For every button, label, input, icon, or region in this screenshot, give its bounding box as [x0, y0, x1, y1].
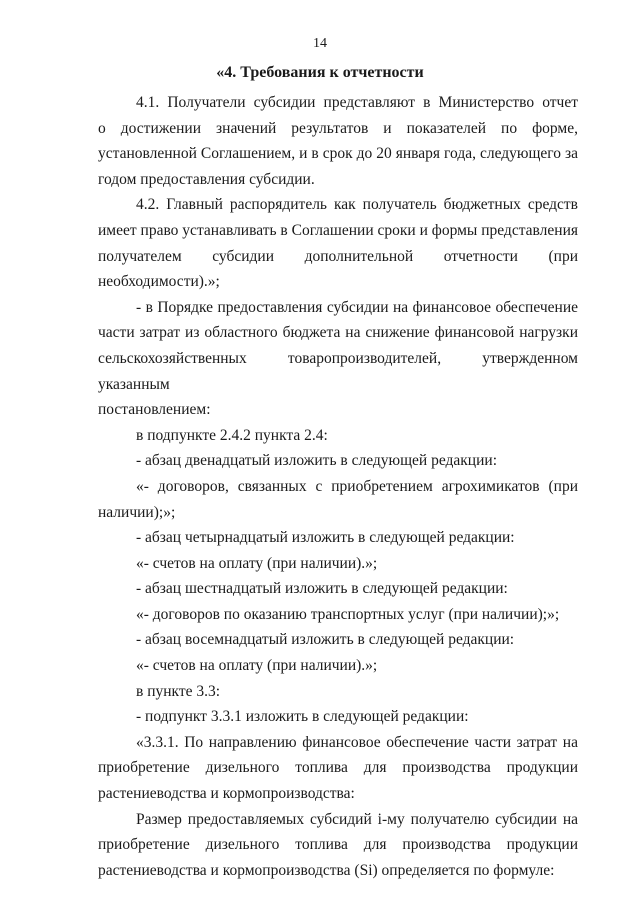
section-heading: «4. Требования к отчетности	[216, 64, 424, 81]
paragraph-quote: «- счетов на оплату (при наличии).»;	[136, 554, 378, 572]
text-line: 4.2. Главный распорядитель как получатель бюджетных средств	[136, 196, 578, 214]
paragraph-item: - подпункт 3.3.1 изложить в следующей редакции:	[136, 708, 469, 726]
document-body	[98, 90, 578, 883]
page-number: 14	[313, 36, 327, 51]
text-line: постановлением:	[98, 401, 211, 419]
paragraph-subpoint-2-4-2: в подпункте 2.4.2 пункта 2.4:	[136, 426, 328, 444]
paragraph-quote-agrochemicals	[98, 474, 578, 525]
paragraph-procedure-amendment	[98, 295, 578, 423]
paragraph-item: - абзац четырнадцатый изложить в следующей редакции:	[136, 529, 515, 547]
text-line: Размер предоставляемых субсидий i-му получателю субсидии на	[136, 810, 578, 828]
text-line: наличии);»;	[98, 503, 176, 521]
paragraph-item: в пункте 3.3:	[136, 682, 221, 700]
text-line: получателем субсидии дополнительной отчетности (при	[98, 247, 578, 265]
text-line: части затрат из областного бюджета на снижение финансовой нагрузки	[98, 324, 578, 342]
text-line: 4.1. Получатели субсидии представляют в Министерство отчет	[136, 94, 578, 111]
paragraph-quote: «- договоров по оказанию транспортных услуг (при наличии);»;	[136, 605, 560, 623]
text-line: - в Порядке предоставления субсидии на финансовое обеспечение	[136, 298, 578, 316]
paragraph-quote: «- счетов на оплату (при наличии).»;	[136, 657, 378, 675]
text-line: «3.3.1. По направлению финансовое обеспечение части затрат на	[136, 733, 578, 751]
text-line: имеет право устанавливать в Соглашении сроки и формы представления	[98, 221, 578, 239]
paragraph-item: - абзац шестнадцатый изложить в следующей редакции:	[136, 580, 508, 598]
paragraph-reporting-4-2	[98, 192, 578, 294]
text-line: приобретение дизельного топлива для производства продукции	[98, 759, 578, 777]
text-line: приобретение дизельного топлива для производства продукции	[98, 836, 578, 854]
paragraph-subpoint-3-3-1	[98, 730, 578, 807]
text-line: годом предоставления субсидии.	[98, 170, 315, 188]
paragraph-item: - абзац двенадцатый изложить в следующей редакции:	[136, 452, 497, 470]
text-line: «- договоров, связанных с приобретением агрохимикатов (при	[136, 477, 578, 495]
text-line: сельскохозяйственных товаропроизводителей, утвержденном указанным	[98, 349, 578, 393]
text-line: необходимости).»;	[98, 273, 220, 291]
text-line: растениеводства и кормопроизводства (Si) определяется по формуле:	[98, 861, 555, 879]
text-line: растениеводства и кормопроизводства:	[98, 785, 355, 803]
paragraph-subsidy-size	[98, 807, 578, 884]
paragraph-reporting-4-1	[98, 90, 578, 192]
text-line: установленной Соглашением, и в срок до 20 января года, следующего за	[98, 145, 578, 163]
paragraph-item: - абзац восемнадцатый изложить в следующей редакции:	[136, 631, 515, 649]
text-line: о достижении значений результатов и показателей по форме,	[98, 119, 578, 137]
